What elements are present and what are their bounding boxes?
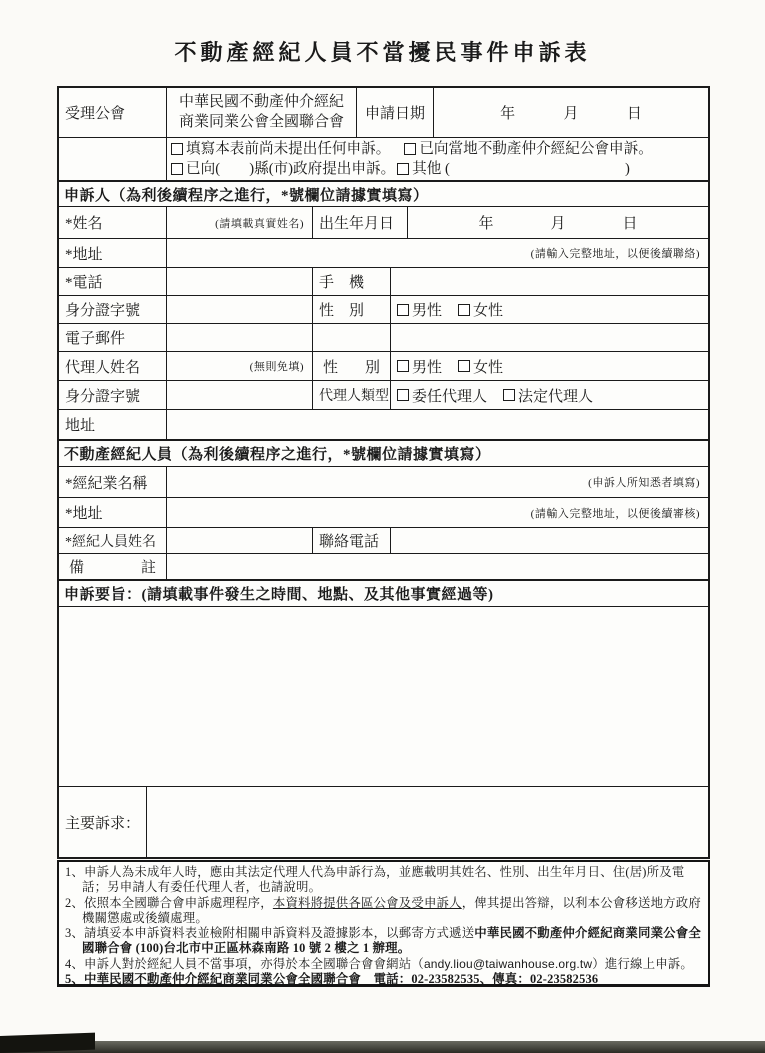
scan-edge-corner-artifact (0, 1033, 95, 1053)
broker-firm-label: *經紀業名稱 (59, 467, 167, 497)
agent-id-input-cell[interactable] (167, 381, 313, 409)
local-association-checkbox[interactable] (404, 143, 416, 155)
complainant-address-input-cell[interactable] (167, 239, 708, 267)
agent-name-hint: (無則免填) (249, 361, 304, 373)
government-complaint-checkbox[interactable] (171, 163, 183, 175)
statutory-agent-option: 法定代理人 (503, 385, 593, 406)
remarks-row (59, 554, 708, 580)
contact-phone-input-cell[interactable] (391, 528, 708, 553)
email-input-cell[interactable] (167, 324, 313, 351)
agent-female-checkbox[interactable] (458, 360, 470, 372)
email-label: 電子郵件 (59, 324, 167, 351)
phone-input-cell[interactable] (167, 268, 313, 295)
online-complaint-email: andy.liou@taiwanhouse.org.tw (423, 956, 593, 971)
agent-type-label: 代理人類型 (313, 381, 391, 409)
summary-writing-area[interactable] (59, 607, 708, 786)
complainant-phone-row (59, 268, 708, 296)
statutory-agent-checkbox[interactable] (503, 389, 515, 401)
main-request-label: 主要訴求： (59, 787, 147, 857)
birth-date-input-cell[interactable] (408, 207, 708, 238)
complainant-gender-options (391, 296, 708, 323)
appointed-agent-option: 委任代理人 (397, 385, 487, 406)
prior-option-local-association: 已向當地不動產仲介經紀公會申訴。 (404, 139, 653, 159)
complainant-name-label: *姓名 (59, 207, 167, 238)
agent-type-options (391, 381, 708, 409)
female-checkbox[interactable] (458, 304, 470, 316)
accepting-association-row (59, 88, 708, 138)
year-label: 年 (478, 216, 494, 232)
contact-phone-label: 聯絡電話 (313, 528, 391, 553)
broker-firm-row (59, 467, 708, 498)
summary-section-header-row (59, 580, 708, 607)
month-label: 月 (550, 216, 566, 232)
address-hint: (請輸入完整地址，以便後續聯絡) (530, 248, 700, 260)
prior-option-other: 其他 ( ) (397, 159, 630, 179)
complainant-email-row (59, 324, 708, 352)
complainant-id-input-cell[interactable] (167, 296, 313, 323)
note-3: 3、請填妥本申訴資料表並檢附相關申訴資料及證據影本，以郵寄方式遞送中華民國不動產仲介經紀商業同業公會全國聯合會 (100)台北市中正區林森南路 10 號 2 樓之 1 辦理。 (65, 926, 701, 956)
remarks-label: 備 註 (59, 554, 167, 579)
complainant-address-row (59, 239, 708, 268)
note-4: 4、申訴人對於經紀人員不當事項，亦得於本全國聯合會會網站（andy.liou@taiwanhouse.org.tw）進行線上申訴。 (65, 956, 693, 971)
form-title: 不動產經紀人員不當擾民事件申訴表 (174, 40, 591, 65)
remarks-input-cell[interactable] (167, 554, 708, 579)
main-request-input-cell[interactable] (147, 787, 708, 857)
agent-male-checkbox[interactable] (397, 360, 409, 372)
year-label: 年 (500, 106, 516, 122)
agent-female-option: 女性 (458, 356, 503, 377)
broker-person-row (59, 528, 708, 554)
prior-complaint-line-2 (171, 159, 630, 179)
prior-option-government: 已向( )縣(市)政府提出申訴。 (171, 159, 395, 179)
application-date-input-cell[interactable] (434, 88, 708, 137)
month-label: 月 (563, 106, 579, 122)
agent-male-option: 男性 (397, 356, 442, 377)
female-option: 女性 (458, 299, 503, 320)
note-1: 1、申訴人為未成年人時，應由其法定代理人代為申訴行為，並應載明其姓名、性別、出生年月日、住(居)所及電話；另申請人有委任代理人者，也請說明。 (65, 865, 685, 895)
prior-complaint-line-1 (171, 139, 653, 159)
agent-id-label: 身分證字號 (59, 381, 167, 409)
male-checkbox[interactable] (397, 304, 409, 316)
appointed-agent-checkbox[interactable] (397, 389, 409, 401)
accepting-association-label: 受理公會 (59, 88, 167, 137)
complainant-section-header-row (59, 181, 708, 207)
agent-address-label: 地址 (59, 410, 167, 439)
complainant-address-label: *地址 (59, 239, 167, 267)
association-name: 中華民國不動產仲介經紀 商業同業公會全國聯合會 (167, 88, 357, 137)
mailing-address-text: 中華民國不動產仲介經紀商業同業公會全國聯合會 (100)台北市中正區林森南路 10 號 2 樓之 1 辦理。 (82, 926, 701, 956)
broker-address-input-cell[interactable] (167, 498, 708, 527)
agent-address-input-cell[interactable] (167, 410, 708, 439)
scan-edge-artifact (0, 1041, 765, 1053)
complainant-id-row (59, 296, 708, 324)
summary-section-header: 申訴要旨：(請填載事件發生之時間、地點、及其他事實經過等) (64, 587, 494, 603)
agent-id-row (59, 381, 708, 410)
agent-name-row (59, 352, 708, 381)
day-label: 日 (626, 106, 642, 122)
agent-gender-label: 性 別 (313, 352, 391, 380)
name-hint: (請填載真實姓名) (215, 217, 304, 230)
underlined-disclosure-text: 本資料將提供各區公會及受申訴人 (272, 895, 462, 910)
broker-section-header: 不動產經紀人員（為利後續程序之進行，*號欄位請據實填寫） (64, 447, 491, 463)
email-empty-cell-2 (391, 324, 708, 351)
main-request-row (59, 787, 708, 857)
phone-label: *電話 (59, 268, 167, 295)
broker-person-label: *經紀人員姓名 (59, 528, 167, 553)
application-date-label: 申請日期 (357, 88, 434, 137)
broker-address-label: *地址 (59, 498, 167, 527)
broker-section-header-row (59, 440, 708, 467)
note-2: 2、依照本全國聯合會申訴處理程序，本資料將提供各區公會及受申訴人，俾其提出答辯，以利本公會移送地方政府機關懲處或後續處理。 (65, 895, 701, 925)
broker-person-input-cell[interactable] (167, 528, 313, 553)
complainant-section-header: 申訴人（為利後續程序之進行，*號欄位請據實填寫） (64, 187, 429, 204)
agent-name-input-cell[interactable] (167, 352, 313, 380)
prior-option-none: 填寫本表前尚未提出任何申訴。 (171, 139, 390, 159)
email-empty-cell (313, 324, 391, 351)
complainant-gender-label: 性 別 (313, 296, 391, 323)
prior-complaint-empty-label (59, 138, 167, 180)
other-complaint-checkbox[interactable] (397, 163, 409, 175)
complainant-name-input-cell[interactable] (167, 207, 313, 238)
note-5-contact-info: 5、中華民國不動產仲介經紀商業同業公會全國聯合會 電話：02-23582535、傳真：02-23582536 (65, 972, 599, 987)
firm-hint: (申訴人所知悉者填寫) (588, 477, 700, 489)
broker-address-row (59, 498, 708, 528)
birth-date-label: 出生年月日 (313, 207, 408, 238)
notes-box (57, 860, 710, 987)
agent-address-row (59, 410, 708, 440)
mobile-label: 手 機 (313, 268, 391, 295)
complainant-name-row (59, 207, 708, 239)
day-label: 日 (622, 216, 638, 232)
complainant-id-label: 身分證字號 (59, 296, 167, 323)
prior-complaint-row (59, 138, 708, 181)
no-prior-complaint-checkbox[interactable] (171, 143, 183, 155)
complaint-form-table (57, 86, 710, 859)
agent-gender-options (391, 352, 708, 380)
broker-address-hint: (請輸入完整地址，以便後續審核) (530, 507, 700, 520)
broker-firm-input-cell[interactable] (167, 467, 708, 497)
summary-writing-area-row (59, 607, 708, 787)
mobile-input-cell[interactable] (391, 268, 708, 295)
agent-name-label: 代理人姓名 (59, 352, 167, 380)
male-option: 男性 (397, 299, 442, 320)
prior-complaint-options (167, 138, 708, 180)
